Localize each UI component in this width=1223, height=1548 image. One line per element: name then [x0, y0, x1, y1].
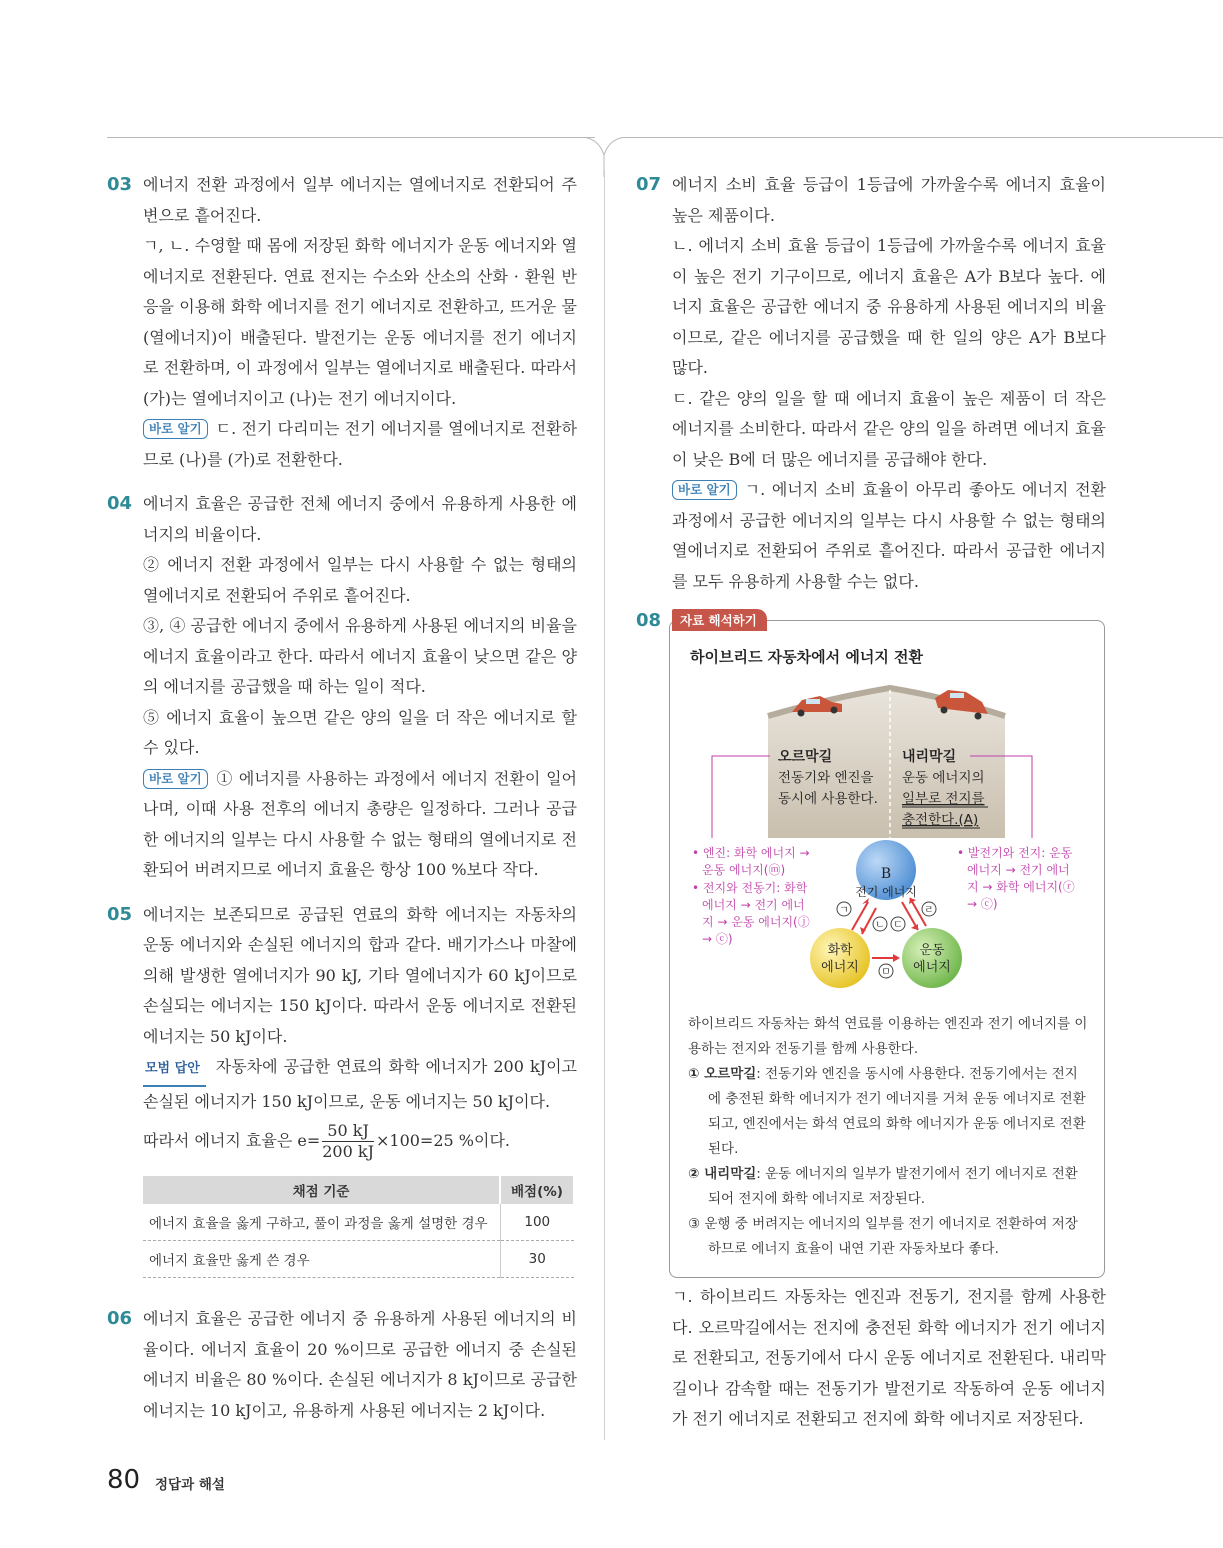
table-header: 배점(%) [500, 1176, 574, 1204]
explanation: ㄷ. 같은 양의 일을 할 때 에너지 효율이 높은 제품이 더 작은 에너지를 소비한다. 따라서 같은 양의 일을 하려면 에너지 효율이 낮은 B에 더 많은 에너지를 공급해야 한다. [672, 388, 1106, 469]
mark-label: ㅁ [881, 967, 891, 978]
node-label: 에너지 [821, 960, 859, 975]
node-label: 에너지 [913, 960, 951, 975]
box-intro: 하이브리드 자동차는 화석 연료를 이용하는 엔진과 전기 에너지를 이용하는 전지와 전동기를 함께 사용한다. [688, 1016, 1088, 1057]
uphill-title: 오르막길 [778, 749, 833, 765]
right-note: → ⓒ) [967, 897, 998, 911]
wrong-choice-text: ㄷ. 전기 다리미는 전기 에너지를 열에너지로 전환하므로 (나)를 (가)로 전환한다. [143, 419, 577, 469]
column-divider-notch [580, 137, 638, 177]
node-label: 화학 [827, 943, 853, 958]
wrong-choice-text: ㄱ. 에너지 소비 효율이 아무리 좋아도 에너지 전환 과정에서 공급한 에너지의 일부는 다시 사용할 수 없는 형태의 열에너지로 전환되어 주위로 흩어진다. 따라서 공급한 에너지를 모두 유용하게 사용할 수는 없다. [672, 480, 1106, 591]
fraction-numerator: 50 kJ [322, 1121, 374, 1142]
left-note: 지 → 운동 에너지(ⓙ [702, 915, 810, 929]
answer-summary: 에너지는 보존되므로 공급된 연료의 화학 에너지는 자동차의 운동 에너지와 손실된 에너지의 합과 같다. 배기가스나 마찰에 의해 발생한 열에너지가 90 kJ, 기타 열에너지가 60 kJ이므로 손실되는 에너지는 150 kJ이다. 따라서 운동 에너지로 전환된 에너지는 50 kJ이다. [143, 904, 577, 1046]
arrowhead [893, 954, 900, 962]
question-number: 03 [107, 174, 133, 195]
top-rule-left [107, 137, 595, 138]
downhill-line: 운동 에너지의 [902, 770, 985, 786]
question-05 [107, 900, 577, 1279]
left-note: 운동 에너지(ⓜ) [702, 863, 786, 877]
item-label: ① 오르막길 [688, 1066, 757, 1082]
item-label: ② 내리막길 [688, 1166, 757, 1182]
wrong-choice-note [672, 475, 1106, 597]
node-label: 운동 [919, 943, 945, 958]
model-answer-badge: 모범 답안 [143, 1054, 206, 1087]
mark-label: ㄹ [924, 905, 934, 916]
explanation: ㄴ. 에너지 소비 효율 등급이 1등급에 가까울수록 에너지 효율이 높은 전기 기구이므로, 에너지 효율은 A가 B보다 높다. 에너지 효율은 공급한 에너지 중 유용하게 사용된 에너지의 비율이므로, 같은 에너지를 공급했을 때 한 일의 양은 A가 B보다 많다. [672, 236, 1106, 377]
node-b-label: 전기 에너지 [855, 885, 917, 899]
answer-summary: 에너지 소비 효율 등급이 1등급에 가까울수록 에너지 효율이 높은 제품이다. [672, 175, 1106, 225]
footer-label: 정답과 해설 [155, 1477, 225, 1493]
left-note: • 엔진: 화학 에너지 → [692, 846, 810, 860]
answer-summary: 에너지 전환 과정에서 일부 에너지는 열에너지로 전환되어 주변으로 흩어진다. [143, 175, 577, 225]
question-07 [636, 170, 1106, 597]
item-text: : 전동기와 엔진을 동시에 사용한다. 전동기에서는 전지에 충전된 화학 에너지가 전기 에너지를 거쳐 운동 에너지로 전환되고, 엔진에서는 화석 연료의 화학 에너지가 운동 에너지로 전환된다. [708, 1066, 1086, 1157]
top-rule-right [623, 137, 1223, 138]
mark-label: ㄱ [839, 905, 849, 916]
page-number: 80 [107, 1465, 141, 1495]
wrong-choice-note [143, 414, 577, 475]
explanation: ⑤ 에너지 효율이 높으면 같은 양의 일을 더 작은 에너지로 할 수 있다. [143, 707, 577, 757]
left-column [107, 170, 577, 1426]
scoring-table [143, 1176, 575, 1278]
table-cell: 100 [500, 1204, 574, 1241]
left-note: • 전지와 전동기: 화학 [692, 881, 808, 895]
wrong-choice-text: ① 에너지를 사용하는 과정에서 에너지 전환이 일어나며, 이때 사용 전후의 에너지 총량은 일정하다. 그러나 공급한 에너지의 일부는 다시 사용할 수 없는 형태의 열에너지로 전환되어 버려지므로 에너지 효율은 항상 100 %보다 작다. [143, 768, 577, 879]
table-row [143, 1204, 574, 1241]
fraction [322, 1121, 374, 1162]
chemical-node [810, 928, 870, 988]
baro-algi-badge: 바로 알기 [143, 769, 208, 789]
table-cell: 에너지 효율을 옳게 구하고, 풀이 과정을 옳게 설명한 경우 [143, 1204, 500, 1241]
downhill-line: 충전한다.(A) [902, 812, 979, 828]
question-03 [107, 170, 577, 475]
kinetic-node [902, 928, 962, 988]
mark-label: ㄴ [875, 920, 885, 931]
right-column [636, 170, 1106, 597]
question-04 [107, 489, 577, 886]
mark-label: ㄷ [893, 920, 903, 931]
question-number: 07 [636, 174, 662, 195]
hybrid-car-diagram [670, 668, 1100, 998]
efficiency-formula [143, 1121, 577, 1162]
right-note: • 발전기와 전지: 운동 [957, 846, 1073, 860]
wrong-choice-note [143, 764, 577, 886]
model-answer [143, 1052, 577, 1117]
right-note: 지 → 화학 에너지(ⓡ [967, 880, 1075, 894]
uphill-line: 전동기와 엔진을 [778, 770, 874, 786]
data-analysis-tag: 자료 해석하기 [672, 609, 767, 631]
box-description [688, 1012, 1090, 1262]
explanation: ② 에너지 전환 과정에서 일부는 다시 사용할 수 없는 형태의 열에너지로 전환되어 주위로 흩어진다. [143, 555, 577, 605]
answer-summary: 에너지 효율은 공급한 에너지 중 유용하게 사용된 에너지의 비율이다. 에너지 효율이 20 %이므로 공급한 에너지 중 손실된 에너지 비율은 80 %이다. 손실된 에너지가 8 kJ이므로 공급한 에너지는 10 kJ이고, 유용하게 사용된 에너지는 2 kJ이다. [143, 1309, 577, 1420]
question-06 [107, 1304, 577, 1426]
baro-algi-badge: 바로 알기 [143, 419, 208, 439]
question-number: 04 [107, 493, 133, 514]
box-item: ③ 운행 중 버려지는 에너지의 일부를 전기 에너지로 전환하여 저장하므로 에너지 효율이 내연 기관 자동차보다 좋다. [688, 1216, 1078, 1257]
model-answer-text: 자동차에 공급한 연료의 화학 에너지가 200 kJ이고 손실된 에너지가 150 kJ이므로, 운동 에너지는 50 kJ이다. [143, 1057, 577, 1111]
answer-summary: 에너지 효율은 공급한 전체 에너지 중에서 유용하게 사용한 에너지의 비율이다. [143, 494, 577, 544]
baro-algi-badge: 바로 알기 [672, 480, 737, 500]
table-cell: 30 [500, 1241, 574, 1278]
box-item [688, 1162, 1090, 1212]
uphill-line: 동시에 사용한다. [778, 791, 878, 807]
formula-prefix: 따라서 에너지 효율은 e= [143, 1131, 321, 1150]
explanation: ③, ④ 공급한 에너지 중에서 유용하게 사용된 에너지의 비율을 에너지 효율이라고 한다. 따라서 에너지 효율이 낮으면 같은 양의 에너지를 공급했을 때 하는 일이 적다. [143, 616, 577, 696]
table-header: 채점 기준 [143, 1176, 500, 1204]
uphill-bracket [712, 756, 770, 838]
left-note: 에너지 → 전기 에너 [702, 898, 805, 912]
column-divider [604, 170, 605, 1440]
table-cell: 에너지 효율만 옳게 쓴 경우 [143, 1241, 500, 1278]
formula-suffix: ×100=25 %이다. [375, 1131, 510, 1150]
right-note: 에너지 → 전기 에너 [967, 863, 1070, 877]
left-note: → ⓒ) [702, 932, 733, 946]
explanation: ㄱ, ㄴ. 수영할 때 몸에 저장된 화학 에너지가 운동 에너지와 열에너지로 전환된다. 연료 전지는 수소와 산소의 산화 · 환원 반응을 이용해 화학 에너지를 전기 에너지로 전환하고, 뜨거운 물(열에너지)이 배출된다. 발전기는 운동 에너지를 전기 에너지로 전환하며, 이 과정에서 일부는 열에너지로 배출된다. 따라서 (가)는 열에너지이고 (나)는 전기 에너지이다. [143, 236, 577, 408]
item-text: : 운동 에너지의 일부가 발전기에서 전기 에너지로 전환되어 전지에 화학 에너지로 저장된다. [708, 1166, 1078, 1207]
downhill-line: 일부로 전지를 [902, 791, 985, 807]
question-number: 05 [107, 903, 133, 925]
fraction-denominator: 200 kJ [322, 1142, 374, 1161]
box-title: 하이브리드 자동차에서 에너지 전환 [690, 648, 924, 666]
question-number: 08 [636, 610, 662, 631]
downhill-title: 내리막길 [902, 749, 957, 765]
node-b-letter: B [880, 866, 892, 882]
table-row [143, 1241, 574, 1278]
box-item [688, 1062, 1090, 1162]
q08-explanation: ㄱ. 하이브리드 자동차는 엔진과 전동기, 전지를 함께 사용한다. 오르막길에서는 전지에 충전된 화학 에너지가 전기 에너지로 전환되고, 전동기에서 다시 운동 에너지로 전환된다. 내리막길이나 감속할 때는 전동기가 발전기로 작동하여 운동 에너지가 전기 에너지로 전환되고 전지에 화학 에너지로 저장된다. [672, 1287, 1106, 1428]
question-number: 06 [107, 1308, 133, 1329]
